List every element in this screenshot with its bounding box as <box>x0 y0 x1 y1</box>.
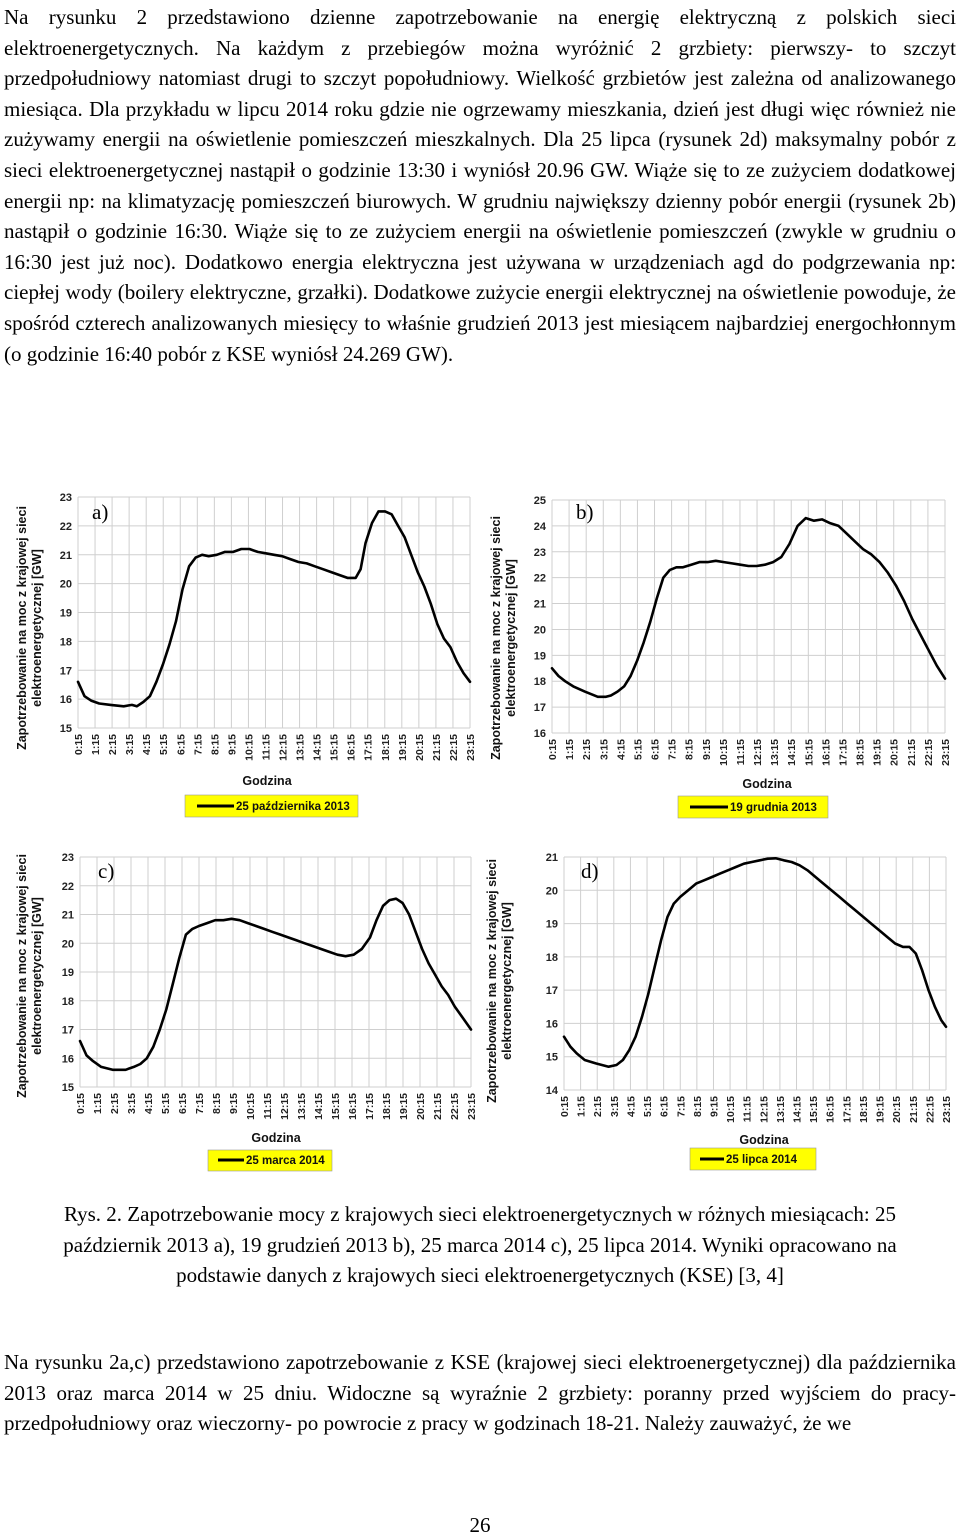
chart-b-ylabel-1: Zapotrzebowanie na moc z krajowej sieci <box>489 516 503 760</box>
chart-c-xtick: 2:15 <box>109 1093 121 1115</box>
chart-a-ytick: 23 <box>59 492 72 504</box>
chart-b-xtick: 4:15 <box>615 739 628 761</box>
chart-a-xtick: 11:15 <box>260 734 273 761</box>
chart-c-ylabel-1: Zapotrzebowanie na moc z krajowej sieci <box>15 854 29 1098</box>
chart-a-xtick: 20:15 <box>413 734 426 761</box>
chart-a-xtick: 6:15 <box>175 734 188 756</box>
chart-c-xtick: 22:15 <box>449 1093 461 1120</box>
chart-a-ytick: 17 <box>59 665 72 678</box>
chart-b-xtick: 1:15 <box>564 739 577 761</box>
chart-b-ytick: 21 <box>533 598 546 611</box>
chart-a-xtick: 13:15 <box>294 734 307 761</box>
chart-d-ytick: 16 <box>545 1018 558 1031</box>
chart-c <box>14 846 478 1181</box>
chart-b-xtick: 14:15 <box>786 739 799 766</box>
chart-c-xtick: 16:15 <box>347 1093 359 1120</box>
chart-c-xtick: 14:15 <box>313 1093 325 1120</box>
chart-c-ytick: 17 <box>61 1024 74 1037</box>
paragraph-intro: Na rysunku 2 przedstawiono dzienne zapotrzebowanie na energię elektryczną z polskich sieci elektroenergetycznych. Na każdym z przebiegów można wyróżnić 2 grzbiety: pierwszy- to szczyt przedpołudniowy natomiast drugi to szczyt popołudniowy. Wielkość grzbietów jest zależna od analizowanego miesiąca. Dla przykładu w lipcu 2014 roku gdzie nie ogrzewamy mieszkania, dzień jest długi więc również nie zużywamy energii na oświetlenie pomieszczeń mieszkalnych. Dla 25 lipca (rysunek 2d) maksymalny pobór z sieci elektroenergetycznej nastąpił o godzinie 13:30 i wyniósł 20.96 GW. Wiąże się to ze zużyciem dodatkowej energii np: na klimatyzację pomieszczeń biurowych. W grudniu największy dzienny pobór energii (rysunek 2b) nastąpił o godzinie 16:30. Wiąże się to ze zużyciem energii na oświetlenie pomieszczeń (zwykle w grudniu o 16:30 jest już noc). Dodatkowo energia elektryczna jest używana w urządzeniach agd do podgrzewania np: ciepłej wody (boilery elektryczne, grzałki). Dodatkowe zużycie energii elektrycznej na oświetlenie powoduje, że spośród czterech analizowanych miesięcy to właśnie grudzień 2013 jest miesiącem najbardziej energochłonnym (o godzinie 16:40 pobór z KSE wyniósł 24.269 GW). <box>4 5 956 366</box>
figure-caption: Rys. 2. Zapotrzebowanie mocy z krajowych sieci elektroenergetycznych w różnych miesiącach: 25 październik 2013 a), 19 grudzień 2013 b), 25 marca 2014 c), 25 lipca 2014. Wyniki opracowano na podstawie danych z krajowych sieci elektroenergetycznych (KSE) [3, 4] <box>63 1202 897 1287</box>
chart-d-xtick: 6:15 <box>658 1096 671 1118</box>
chart-d-ytick: 14 <box>545 1085 558 1097</box>
chart-b-xtick: 0:15 <box>547 739 559 761</box>
chart-a-ytick: 15 <box>59 723 72 735</box>
chart-d-ylabel-1: Zapotrzebowanie na moc z krajowej sieci <box>485 859 499 1103</box>
chart-b-ytick: 25 <box>533 495 546 507</box>
chart-d-ytick: 21 <box>545 852 558 864</box>
chart-b-ylabel-2: elektroenergetycznej [GW] <box>504 559 518 717</box>
chart-c-ytick: 22 <box>61 880 74 893</box>
chart-d-ytick: 17 <box>545 985 558 998</box>
chart-d-ytick: 20 <box>545 885 558 898</box>
chart-d-xtick: 20:15 <box>891 1096 904 1123</box>
chart-b-xtick: 13:15 <box>769 739 782 766</box>
chart-d-letter: d) <box>581 859 599 883</box>
chart-b-ytick: 23 <box>533 546 546 559</box>
chart-c-xtick: 3:15 <box>126 1093 138 1115</box>
chart-b-xtick: 6:15 <box>649 739 662 761</box>
chart-b-ytick: 18 <box>533 676 546 689</box>
chart-d-xtick: 13:15 <box>774 1096 787 1123</box>
chart-c-ytick: 19 <box>61 967 74 979</box>
chart-b-series-line <box>552 518 945 697</box>
chart-a-ytick: 16 <box>59 694 72 707</box>
chart-c-xtick: 19:15 <box>398 1093 410 1120</box>
chart-a-ylabel-2: elektroenergetycznej [GW] <box>30 549 44 707</box>
chart-a <box>14 488 477 823</box>
chart-a-ytick: 20 <box>59 578 72 591</box>
chart-c-series-line <box>80 899 471 1070</box>
chart-d-xtick: 9:15 <box>708 1096 721 1118</box>
chart-a-xtick: 10:15 <box>243 734 256 761</box>
chart-c-ytick: 18 <box>61 995 74 1008</box>
chart-c-xtick: 13:15 <box>296 1093 308 1120</box>
chart-d-ytick: 15 <box>545 1051 558 1064</box>
chart-a-xtick: 12:15 <box>277 734 290 761</box>
chart-c-ytick: 15 <box>61 1082 74 1094</box>
chart-b-xtick: 20:15 <box>888 739 901 766</box>
chart-a-xtick: 7:15 <box>192 734 205 756</box>
chart-a-ytick: 18 <box>59 636 72 649</box>
chart-a-xtick: 14:15 <box>311 734 324 761</box>
chart-a-xtick: 3:15 <box>124 734 137 756</box>
chart-c-xtick: 0:15 <box>75 1093 87 1115</box>
chart-a-letter: a) <box>92 500 109 524</box>
chart-a-xtick: 4:15 <box>141 734 154 756</box>
chart-d-xtick: 16:15 <box>824 1096 837 1123</box>
chart-b-xtick: 12:15 <box>752 739 765 766</box>
chart-c-ytick: 16 <box>61 1053 74 1066</box>
chart-b-xtick: 15:15 <box>803 739 816 766</box>
chart-c-ytick: 21 <box>61 909 74 922</box>
chart-b-xtick: 21:15 <box>905 739 918 766</box>
chart-c-xtick: 9:15 <box>228 1093 240 1115</box>
chart-c-xtick: 11:15 <box>262 1093 274 1120</box>
chart-d-ytick: 19 <box>545 918 558 931</box>
chart-d-xtick: 15:15 <box>808 1096 821 1123</box>
chart-b-ytick: 20 <box>533 624 546 637</box>
chart-d-xtick: 4:15 <box>625 1096 638 1118</box>
chart-b-xtick: 7:15 <box>666 739 679 761</box>
chart-b-xtick: 22:15 <box>922 739 935 766</box>
chart-a-ytick: 21 <box>59 549 72 562</box>
chart-a-xtick: 16:15 <box>345 734 358 761</box>
chart-b-xtick: 8:15 <box>683 739 696 761</box>
chart-b-xtick: 5:15 <box>632 739 645 761</box>
chart-d-xtick: 8:15 <box>691 1096 704 1118</box>
chart-a-xtick: 22:15 <box>447 734 460 761</box>
chart-b-xlabel: Godzina <box>742 777 792 791</box>
chart-d-xtick: 3:15 <box>608 1096 621 1118</box>
chart-b-xtick: 17:15 <box>837 739 850 766</box>
chart-d-series-line <box>564 858 946 1066</box>
chart-d <box>485 846 953 1181</box>
chart-d-xtick: 0:15 <box>559 1096 571 1118</box>
chart-c-xtick: 1:15 <box>92 1093 104 1115</box>
chart-b-ytick: 17 <box>533 702 546 715</box>
chart-a-legend-text: 25 października 2013 <box>236 801 350 813</box>
chart-d-xtick: 5:15 <box>642 1096 655 1118</box>
chart-d-xtick: 17:15 <box>841 1096 854 1123</box>
chart-d-xtick: 10:15 <box>725 1096 738 1123</box>
chart-b-xtick: 11:15 <box>734 739 747 766</box>
chart-a-xlabel: Godzina <box>242 774 292 788</box>
chart-d-xtick: 23:15 <box>941 1096 953 1123</box>
chart-a-xtick: 18:15 <box>379 734 392 761</box>
page-number: 26 <box>469 1513 491 1537</box>
chart-c-xtick: 18:15 <box>381 1093 393 1120</box>
chart-b-xtick: 16:15 <box>820 739 833 766</box>
chart-b-xtick: 10:15 <box>717 739 730 766</box>
chart-c-xtick: 10:15 <box>245 1093 257 1120</box>
chart-a-series-line <box>78 511 470 706</box>
chart-b-xtick: 2:15 <box>581 739 594 761</box>
chart-d-legend-text: 25 lipca 2014 <box>726 1154 797 1166</box>
chart-b-xtick: 19:15 <box>871 739 884 766</box>
chart-b-xtick: 23:15 <box>940 739 952 766</box>
chart-a-xtick: 15:15 <box>328 734 341 761</box>
chart-c-xtick: 5:15 <box>160 1093 172 1115</box>
chart-d-xtick: 14:15 <box>791 1096 804 1123</box>
chart-d-xtick: 2:15 <box>592 1096 605 1118</box>
chart-a-xtick: 0:15 <box>73 734 85 756</box>
chart-b-ytick: 16 <box>533 728 546 740</box>
chart-b-ytick: 24 <box>533 520 546 533</box>
chart-a-ylabel-1: Zapotrzebowanie na moc z krajowej sieci <box>15 506 29 750</box>
chart-c-xtick: 8:15 <box>211 1093 223 1115</box>
chart-a-xtick: 1:15 <box>90 734 103 756</box>
chart-d-xlabel: Godzina <box>739 1133 789 1147</box>
chart-c-xlabel: Godzina <box>251 1131 301 1145</box>
chart-a-xtick: 17:15 <box>362 734 375 761</box>
chart-c-xtick: 21:15 <box>432 1093 444 1120</box>
chart-c-xtick: 20:15 <box>415 1093 427 1120</box>
chart-b-xtick: 3:15 <box>598 739 611 761</box>
chart-d-xtick: 18:15 <box>857 1096 870 1123</box>
chart-b-ytick: 19 <box>533 650 546 663</box>
chart-c-xtick: 15:15 <box>330 1093 342 1120</box>
chart-c-ytick: 20 <box>61 938 74 951</box>
chart-d-xtick: 7:15 <box>675 1096 688 1118</box>
chart-c-ytick: 23 <box>61 852 74 864</box>
chart-d-ylabel-2: elektroenergetycznej [GW] <box>500 902 514 1060</box>
chart-d-xtick: 12:15 <box>758 1096 771 1123</box>
chart-d-ytick: 18 <box>545 951 558 964</box>
chart-a-ytick: 22 <box>59 520 72 533</box>
chart-c-xtick: 23:15 <box>466 1093 478 1120</box>
chart-a-ytick: 19 <box>59 607 72 620</box>
chart-c-xtick: 12:15 <box>279 1093 291 1120</box>
chart-d-xtick: 22:15 <box>924 1096 937 1123</box>
chart-c-ylabel-2: elektroenergetycznej [GW] <box>30 897 44 1055</box>
chart-b-letter: b) <box>576 500 594 524</box>
chart-a-xtick: 19:15 <box>396 734 409 761</box>
chart-b <box>490 488 950 823</box>
chart-b-ytick: 22 <box>533 572 546 585</box>
chart-c-legend-text: 25 marca 2014 <box>246 1155 325 1167</box>
chart-d-xtick: 11:15 <box>741 1096 754 1123</box>
chart-b-legend-text: 19 grudnia 2013 <box>730 802 817 814</box>
chart-a-xtick: 23:15 <box>465 734 477 761</box>
chart-c-xtick: 4:15 <box>143 1093 155 1115</box>
chart-d-xtick: 1:15 <box>575 1096 588 1118</box>
chart-c-xtick: 7:15 <box>194 1093 206 1115</box>
chart-a-xtick: 9:15 <box>226 734 239 756</box>
chart-a-xtick: 2:15 <box>107 734 120 756</box>
chart-b-xtick: 18:15 <box>854 739 867 766</box>
chart-c-letter: c) <box>98 859 115 883</box>
chart-a-xtick: 8:15 <box>209 734 222 756</box>
chart-c-xtick: 17:15 <box>364 1093 376 1120</box>
chart-d-xtick: 19:15 <box>874 1096 887 1123</box>
chart-a-xtick: 5:15 <box>158 734 171 756</box>
paragraph-continued: Na rysunku 2a,c) przedstawiono zapotrzebowanie z KSE (krajowej sieci elektroenergetycznej) dla października 2013 oraz marca 2014 w 25 dniu. Widoczne są wyraźnie 2 grzbiety: poranny przed wyjściem do pracy- przedpołudniowy oraz wieczorny- po powrocie z pracy w godzinach 18-21. Należy zauważyć, że we <box>4 1350 956 1436</box>
chart-b-xtick: 9:15 <box>700 739 713 761</box>
chart-a-xtick: 21:15 <box>430 734 443 761</box>
chart-d-xtick: 21:15 <box>907 1096 920 1123</box>
chart-c-xtick: 6:15 <box>177 1093 189 1115</box>
